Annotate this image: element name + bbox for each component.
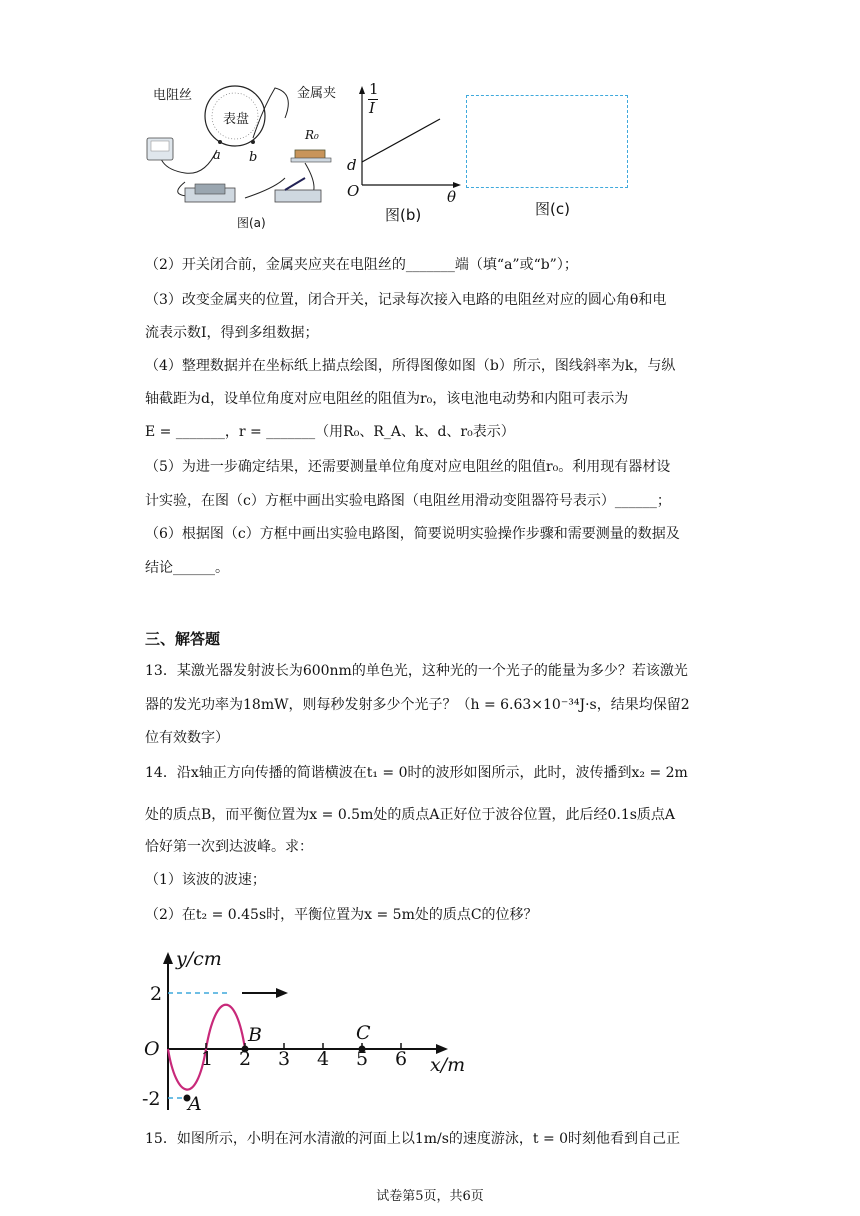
- wave-graph: [140, 948, 480, 1118]
- wave-x-tick-6: 6: [395, 1048, 408, 1070]
- wave-x-tick-4: 4: [317, 1048, 330, 1070]
- wave-y-tick-2: 2: [150, 983, 163, 1005]
- q12-part6-line2: 结论______。: [145, 560, 229, 576]
- terminal-a-label: a: [213, 148, 221, 163]
- q12-part2: （2）开关闭合前，金属夹应夹在电阻丝的_______端（填“a”或“b”）；: [145, 257, 578, 273]
- q13-line1: 13．某激光器发射波长为600nm的单色光，这种光的一个光子的能量为多少？若该激光: [145, 663, 688, 679]
- figure-a-caption: 图(a): [237, 216, 266, 230]
- theta-label: θ: [447, 188, 457, 206]
- q14-line2: 处的质点B，而平衡位置为x = 0.5m处的质点A正好位于波谷位置，此后经0.1s质点A: [145, 807, 676, 823]
- q12-part4-line2: 轴截距为d，设单位角度对应电阻丝的阻值为r₀，该电池电动势和内阻可表示为: [145, 391, 629, 407]
- q15-line1: 15．如图所示，小明在河水清澈的河面上以1m/s的速度游泳，t = 0时刻他看到自己正: [145, 1131, 681, 1147]
- q12-part3-line1: （3）改变金属夹的位置，闭合开关，记录每次接入电路的电阻丝对应的圆心角θ和电: [145, 292, 667, 308]
- wave-y-tick-neg2: -2: [142, 1088, 161, 1110]
- point-c-label: C: [356, 1022, 371, 1044]
- dial-label: 表盘: [223, 112, 250, 127]
- q14-sub1: （1）该波的波速；: [145, 872, 266, 888]
- figure-b-caption: 图(b): [385, 206, 422, 224]
- wire-label: 电阻丝: [153, 88, 193, 103]
- section-title: 三、解答题: [145, 630, 221, 648]
- clip-label: 金属夹: [297, 86, 337, 101]
- q14-sub2: （2）在t₂ = 0.45s时，平衡位置为x = 5m处的质点C的位移？: [145, 907, 538, 923]
- figure-b: [345, 82, 465, 232]
- q12-part6-line1: （6）根据图（c）方框中画出实验电路图，简要说明实验操作步骤和需要测量的数据及: [145, 526, 680, 542]
- figure-c-caption: 图(c): [535, 200, 570, 218]
- wave-x-axis-label: x/m: [430, 1054, 466, 1076]
- q12-part4-line3: E = _______，r = _______（用R₀、R_A、k、d、r₀表示）: [145, 424, 515, 440]
- origin-label: O: [347, 182, 360, 200]
- wave-y-axis-label: y/cm: [176, 948, 222, 970]
- q13-line2: 器的发光功率为18mW，则每秒发射多少个光子？（h = 6.63×10⁻³⁴J·s，结果均保留2: [145, 697, 690, 713]
- r0-label: R₀: [305, 128, 319, 142]
- q12-part5-line2: 计实验，在图（c）方框中画出实验电路图（电阻丝用滑动变阻器符号表示）______；: [145, 493, 671, 509]
- q14-line3: 恰好第一次到达波峰。求：: [145, 839, 313, 855]
- q12-part5-line1: （5）为进一步确定结果，还需要测量单位角度对应电阻丝的阻值r₀。利用现有器材设: [145, 459, 671, 475]
- intercept-label: d: [347, 156, 357, 174]
- y-label-denominator: I: [369, 99, 375, 117]
- page-footer: 试卷第5页，共6页: [376, 1189, 484, 1204]
- q13-line3: 位有效数字）: [145, 730, 229, 746]
- wave-x-tick-1: 1: [201, 1048, 214, 1070]
- point-a-label: A: [188, 1093, 202, 1115]
- inverse-current-graph: [345, 82, 465, 192]
- figure-c-box: [466, 95, 628, 188]
- point-b-label: B: [248, 1024, 262, 1046]
- q14-line1: 14．沿x轴正方向传播的简谐横波在t₁ = 0时的波形如图所示，此时，波传播到x₂ = 2m: [145, 765, 688, 781]
- wave-origin-label: O: [144, 1038, 160, 1060]
- q12-part4-line1: （4）整理数据并在坐标纸上描点绘图，所得图像如图（b）所示，图线斜率为k，与纵: [145, 358, 676, 374]
- terminal-b-label: b: [249, 150, 258, 165]
- y-label-numerator: 1: [369, 80, 379, 98]
- figure-a: [145, 78, 345, 238]
- wave-x-tick-5: 5: [356, 1048, 369, 1070]
- wave-x-tick-2: 2: [239, 1048, 252, 1070]
- wave-x-tick-3: 3: [278, 1048, 291, 1070]
- q12-part3-line2: 流表示数I，得到多组数据；: [145, 325, 319, 341]
